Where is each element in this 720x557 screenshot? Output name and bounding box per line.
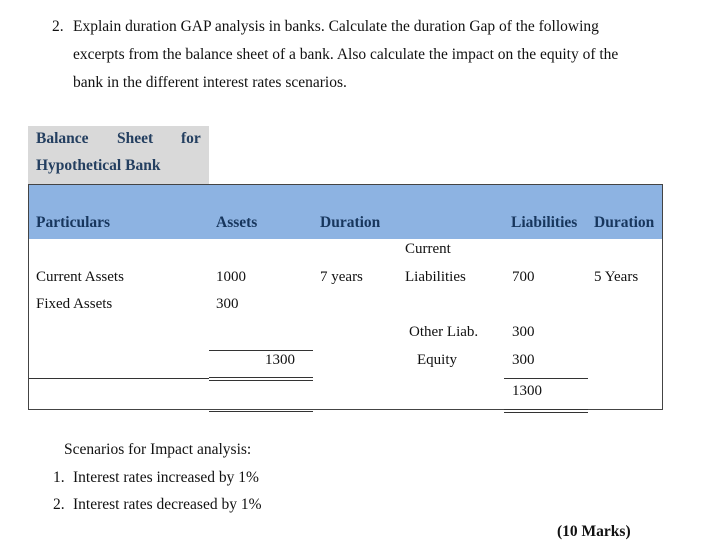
assets-total-double-line [209, 377, 313, 381]
scenario-2-text: Interest rates decreased by 1% [73, 496, 262, 513]
marks-label: (10 Marks) [557, 523, 631, 540]
question-line-2: excerpts from the balance sheet of a bank. Also calculate the impact on the equity of the [73, 46, 619, 63]
equity-value: 300 [512, 352, 535, 368]
scenario-1-text: Interest rates increased by 1% [73, 469, 259, 486]
header-particulars: Particulars [36, 214, 111, 231]
question-line-1: Explain duration GAP analysis in banks. Calculate the duration Gap of the following [73, 18, 599, 35]
other-liab-value: 300 [512, 324, 535, 340]
current-assets-label: Current Assets [36, 269, 124, 285]
question-number: 2. [52, 18, 64, 35]
title-hypothetical-bank: Hypothetical Bank [36, 157, 161, 174]
table-separator-left [29, 378, 209, 379]
current-assets-duration: 7 years [320, 269, 363, 285]
liabilities-total: 1300 [512, 383, 542, 399]
equity-label: Equity [417, 352, 457, 368]
current-liab-duration: 5 Years [594, 269, 639, 285]
title-word-for: for [181, 130, 201, 147]
scenario-1-number: 1. [53, 469, 65, 486]
title-word-sheet: Sheet [117, 130, 154, 147]
header-duration: Duration [320, 214, 381, 231]
fixed-assets-label: Fixed Assets [36, 296, 113, 312]
assets-bottom-line [209, 411, 313, 412]
fixed-assets-value: 300 [216, 296, 239, 312]
title-word-balance: Balance [36, 130, 89, 147]
question-line-3: bank in the different interest rates scenarios. [73, 74, 347, 91]
current-liab-label-1: Current [405, 241, 451, 257]
other-liab-label: Other Liab. [409, 324, 479, 340]
header-liab-duration: Duration [594, 214, 655, 231]
header-assets: Assets [216, 214, 258, 231]
scenarios-title: Scenarios for Impact analysis: [64, 441, 252, 458]
scenario-2-number: 2. [53, 496, 65, 513]
current-liab-label-2: Liabilities [405, 269, 466, 285]
assets-total: 1300 [265, 352, 295, 368]
current-assets-value: 1000 [216, 269, 246, 285]
current-liab-value: 700 [512, 269, 535, 285]
liab-total-double-line [504, 409, 588, 413]
liab-subtotal-line [504, 378, 588, 379]
assets-subtotal-line [209, 350, 313, 351]
header-liabilities: Liabilities [511, 214, 578, 231]
